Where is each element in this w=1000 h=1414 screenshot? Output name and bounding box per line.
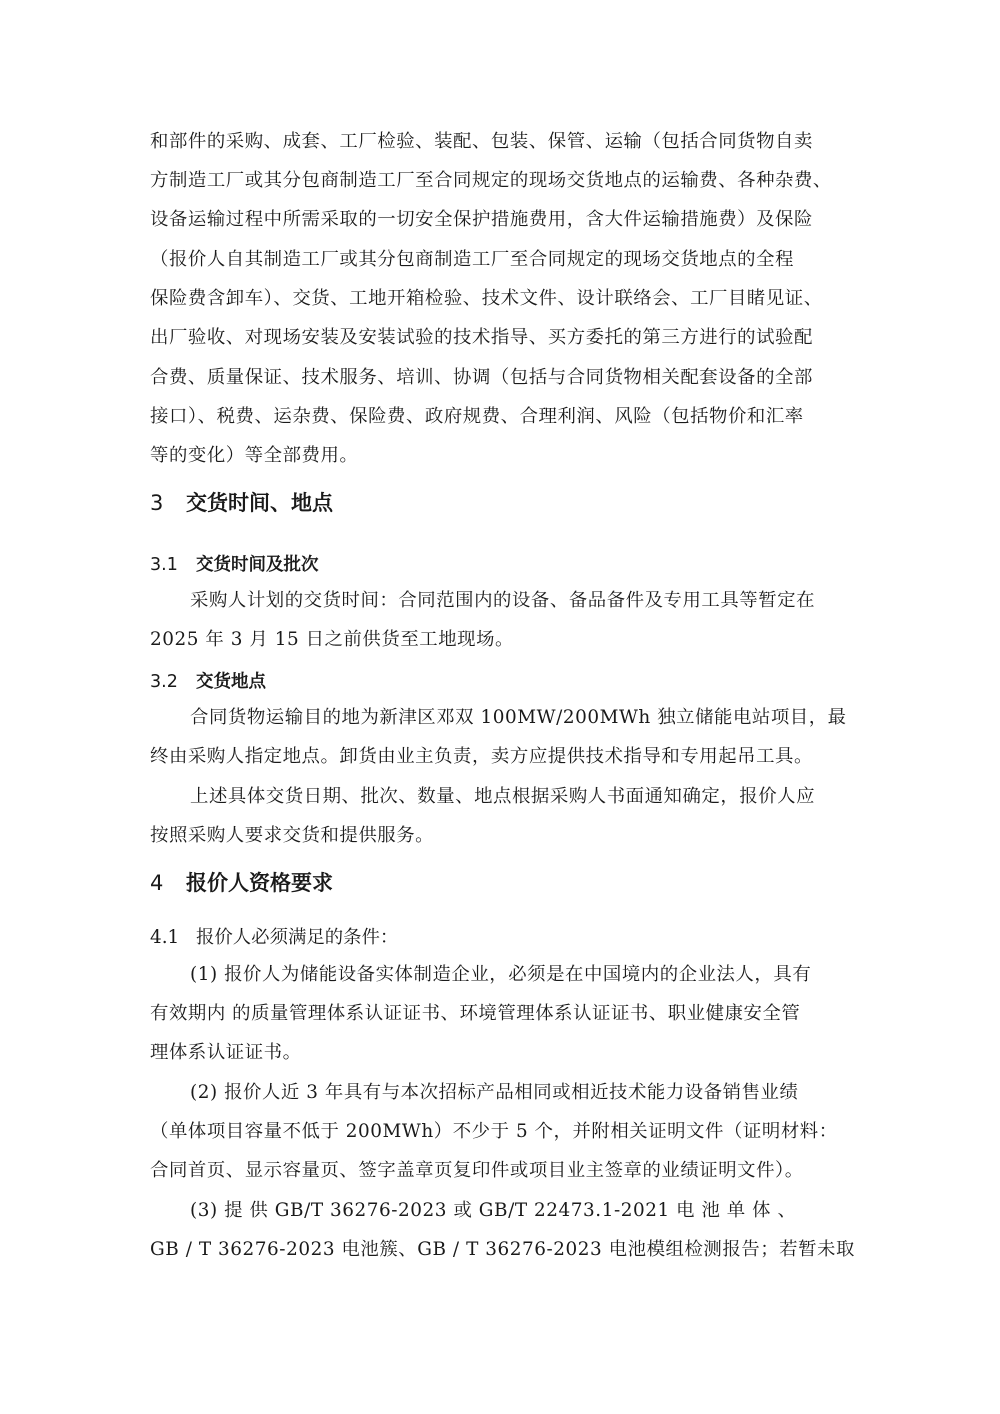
subsection-number: 3.1 bbox=[150, 555, 178, 575]
section-heading-3 bbox=[150, 487, 333, 517]
body-line: 采购人计划的交货时间：合同范围内的设备、备品备件及专用工具等暂定在 bbox=[190, 590, 816, 611]
subsection-heading-3-1 bbox=[150, 551, 319, 576]
subsection-title: 报价人必须满足的条件： bbox=[196, 927, 399, 948]
body-line: 出厂验收、对现场安装及安装试验的技术指导、买方委托的第三方进行的试验配 bbox=[150, 327, 813, 348]
body-line: 设备运输过程中所需采取的一切安全保护措施费用，含大件运输措施费）及保险 bbox=[150, 209, 813, 230]
body-line: 终由采购人指定地点。卸货由业主负责，卖方应提供技术指导和专用起吊工具。 bbox=[150, 746, 813, 767]
body-line: 按照采购人要求交货和提供服务。 bbox=[150, 825, 435, 846]
section-title: 交货时间、地点 bbox=[186, 491, 333, 515]
list-item-line: (2) 报价人近 3 年具有与本次招标产品相同或相近技术能力设备销售业绩 bbox=[190, 1082, 799, 1103]
section-number: 3 bbox=[150, 491, 164, 515]
list-item-line: GB / T 36276-2023 电池簇、GB / T 36276-2023 电池模组检测报告；若暂未取 bbox=[150, 1239, 855, 1260]
section-title: 报价人资格要求 bbox=[186, 871, 333, 895]
body-line: 合费、质量保证、技术服务、培训、协调（包括与合同货物相关配套设备的全部 bbox=[150, 367, 813, 388]
body-line: 合同货物运输目的地为新津区邓双 100MW/200MWh 独立储能电站项目，最 bbox=[190, 707, 847, 728]
list-item-line: (3) 提 供 GB/T 36276-2023 或 GB/T 22473.1-2021 电 池 单 体 、 bbox=[190, 1200, 797, 1221]
body-line: 接口）、税费、运杂费、保险费、政府规费、合理利润、风险（包括物价和汇率 bbox=[150, 406, 804, 427]
list-item-line: (1) 报价人为储能设备实体制造企业，必须是在中国境内的企业法人，具有 bbox=[190, 964, 812, 985]
list-item-line: 合同首页、显示容量页、签字盖章页复印件或项目业主签章的业绩证明文件）。 bbox=[150, 1160, 804, 1181]
body-line: 等的变化）等全部费用。 bbox=[150, 445, 359, 466]
subsection-title: 交货时间及批次 bbox=[196, 555, 319, 575]
list-item-line: 有效期内 的质量管理体系认证证书、环境管理体系认证证书、职业健康安全管 bbox=[150, 1003, 801, 1024]
body-line: 和部件的采购、成套、工厂检验、装配、包装、保管、运输（包括合同货物自卖 bbox=[150, 131, 813, 152]
subsection-heading-4-1 bbox=[150, 923, 398, 949]
body-line: （报价人自其制造工厂或其分包商制造工厂至合同规定的现场交货地点的全程 bbox=[150, 249, 794, 270]
subsection-title: 交货地点 bbox=[196, 672, 266, 692]
subsection-number: 4.1 bbox=[150, 927, 180, 948]
body-line: 上述具体交货日期、批次、数量、地点根据采购人书面通知确定，报价人应 bbox=[190, 786, 816, 807]
list-item-line: 理体系认证证书。 bbox=[150, 1042, 302, 1063]
section-heading-4 bbox=[150, 867, 333, 897]
body-line: 方制造工厂或其分包商制造工厂至合同规定的现场交货地点的运输费、各种杂费、 bbox=[150, 170, 832, 191]
subsection-heading-3-2 bbox=[150, 668, 266, 693]
body-line: 保险费含卸车）、交货、工地开箱检验、技术文件、设计联络会、工厂目睹见证、 bbox=[150, 288, 823, 309]
section-number: 4 bbox=[150, 871, 164, 895]
subsection-number: 3.2 bbox=[150, 672, 178, 692]
list-item-line: （单体项目容量不低于 200MWh）不少于 5 个，并附相关证明文件（证明材料： bbox=[150, 1121, 838, 1142]
body-line: 2025 年 3 月 15 日之前供货至工地现场。 bbox=[150, 629, 514, 650]
